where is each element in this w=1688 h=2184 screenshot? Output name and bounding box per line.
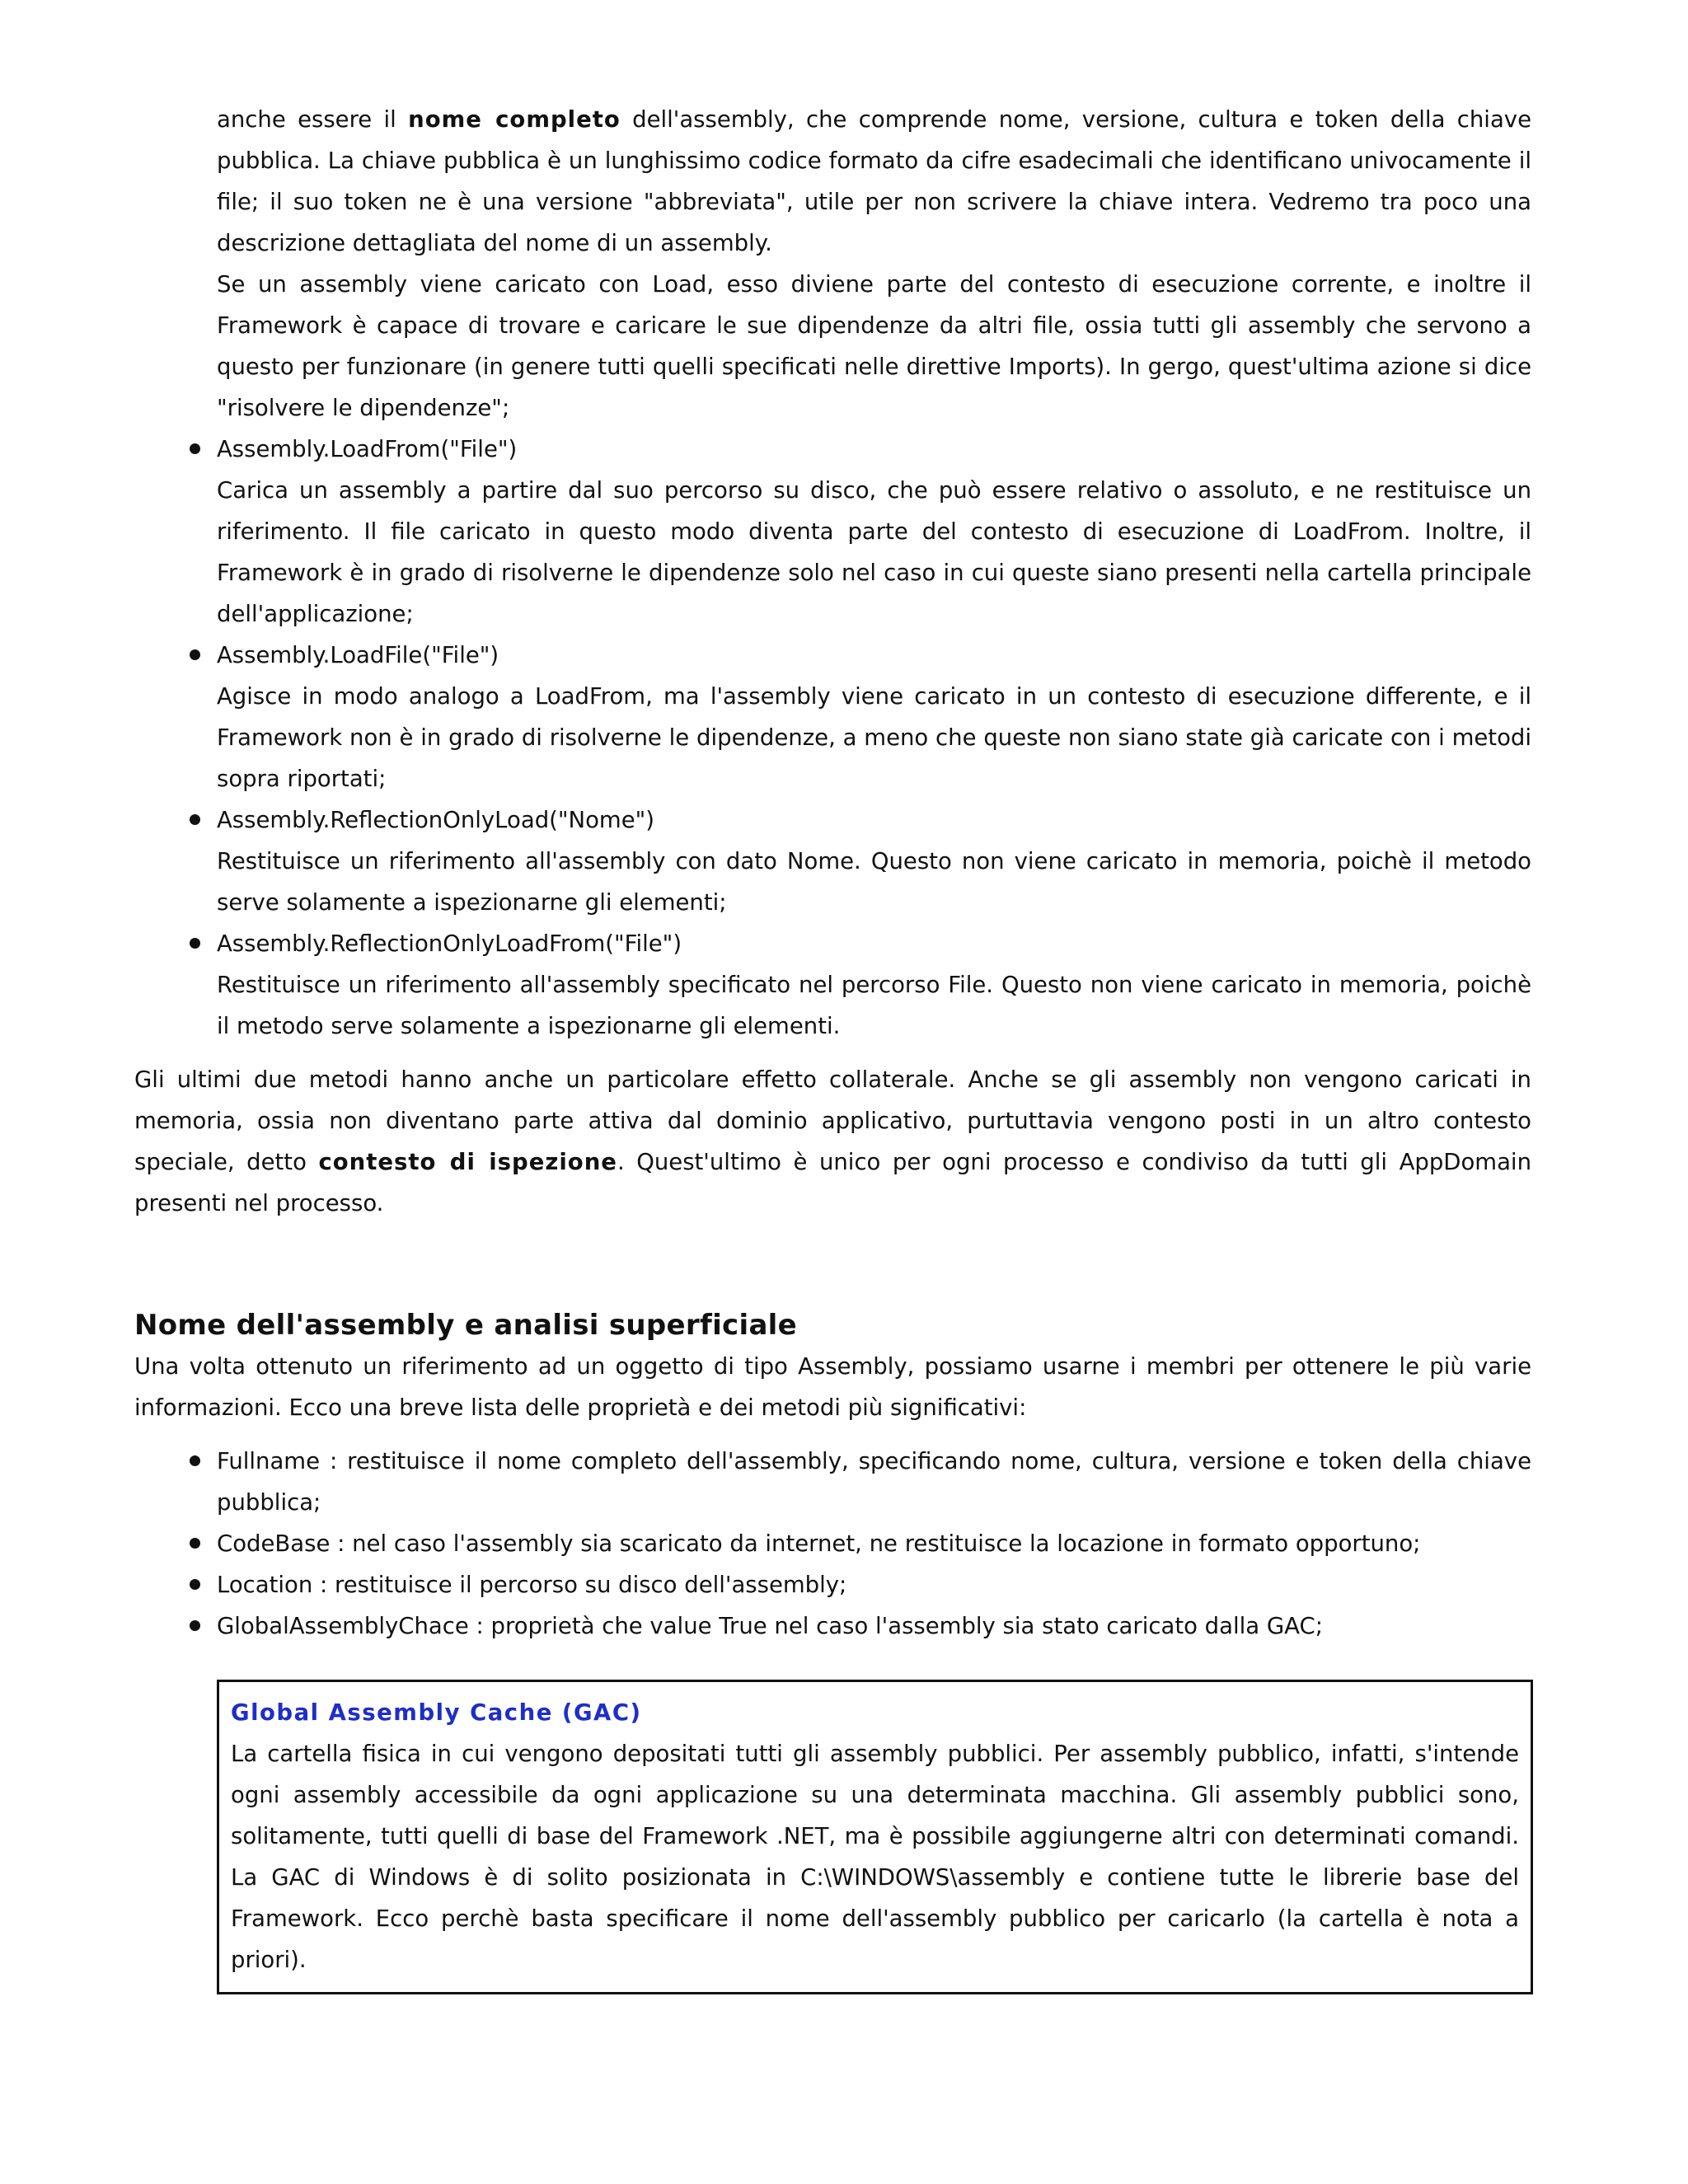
intro-text-rest: dell'assembly, che comprende nome, versione, cultura e token della chiave pubblica. La chiave pubblica è un lunghissimo codice formato da cifre esadecimali che identificano univocamente il file; il suo token ne è una versione "abbreviata", utile per non scrivere la chiave intera. Vedremo tra poco una descrizione dettagliata del nome di un assembly. — [217, 106, 1531, 256]
section-heading: Nome dell'assembly e analisi superficiale — [134, 1309, 797, 1342]
method-title-reflectiononlyload: Assembly.ReflectionOnlyLoad("Nome") — [217, 807, 655, 833]
full-name-paragraph — [217, 99, 1531, 264]
section-intro-paragraph: Una volta ottenuto un riferimento ad un oggetto di tipo Assembly, possiamo usarne i membri per ottenere le più varie informazioni. Ecco una breve lista delle proprietà e dei metodi più significativi: — [134, 1353, 1531, 1421]
inspection-text-start: Gli ultimi due metodi hanno anche un particolare effetto collaterale. Anche se gli assembly non vengono caricati in memoria, ossia non diventano parte attiva dal dominio applicativo, purtuttavia vengono posti in un altro contesto speciale, detto — [134, 1066, 1531, 1175]
list-item — [217, 799, 1531, 923]
method-desc-loadfile: Agisce in modo analogo a LoadFrom, ma l'assembly viene caricato in un contesto di esecuzione differente, e il Framework non è in grado di risolverne le dipendenze, a meno che queste non siano state già caricate con i metodi sopra riportati; — [217, 683, 1531, 792]
method-title-reflectiononlyloadfrom: Assembly.ReflectionOnlyLoadFrom("File") — [217, 930, 682, 957]
full-name-term: nome completo — [408, 106, 621, 133]
spacer — [134, 1224, 1531, 1305]
spacer — [134, 1428, 1531, 1441]
method-desc-reflectiononlyload: Restituisce un riferimento all'assembly con dato Nome. Questo non viene caricato in memoria, poichè il metodo serve solamente a ispezionarne gli elementi; — [217, 848, 1531, 916]
method-title-loadfile: Assembly.LoadFile("File") — [217, 642, 499, 668]
properties-list — [134, 1441, 1531, 1647]
method-desc-loadfrom: Carica un assembly a partire dal suo percorso su disco, che può essere relativo o assoluto, e ne restituisce un riferimento. Il file caricato in questo modo diventa parte del contesto di esecuzione di LoadFrom. Inoltre, il Framework è in grado di risolverne le dipendenze solo nel caso in cui queste siano presenti nella cartella principale dell'applicazione; — [217, 477, 1531, 627]
list-item: Location : restituisce il percorso su disco dell'assembly; — [217, 1564, 1531, 1605]
list-item: CodeBase : nel caso l'assembly sia scaricato da internet, ne restituisce la locazione in formato opportuno; — [217, 1523, 1531, 1564]
inspection-text-rest: . Quest'ultimo è unico per ogni processo e condiviso da tutti gli AppDomain presenti nel processo. — [134, 1149, 1532, 1216]
inspection-context-paragraph — [134, 1059, 1531, 1224]
list-item — [217, 923, 1531, 1047]
method-desc-reflectiononlyloadfrom: Restituisce un riferimento all'assembly specificato nel percorso File. Questo non viene caricato in memoria, poichè il metodo serve solamente a ispezionarne gli elementi. — [217, 972, 1531, 1039]
list-item — [217, 429, 1531, 635]
gac-note-text: La cartella fisica in cui vengono depositati tutti gli assembly pubblici. Per assembly pubblico, infatti, s'intende ogni assembly accessibile da ogni applicazione su una determinata macchina. Gli assembly pubblici sono, solitamente, tutti quelli di base del Framework .NET, ma è possibile aggiungerne altri con determinati comandi. La GAC di Windows è di solito posizionata in C:\WINDOWS\assembly e contiene tutte le librerie base del Framework. Ecco perchè basta specificare il nome dell'assembly pubblico per caricarlo (la cartella è nota a priori). — [231, 1741, 1519, 1973]
list-item: Fullname : restituisce il nome completo dell'assembly, specificando nome, cultura, versione e token della chiave pubblica; — [217, 1441, 1531, 1523]
gac-note-title: Global Assembly Cache (GAC) — [231, 1699, 642, 1726]
gac-note-box — [217, 1680, 1533, 1994]
load-methods-list — [134, 429, 1531, 1047]
list-item — [217, 635, 1531, 799]
load-paragraph: Se un assembly viene caricato con Load, esso diviene parte del contesto di esecuzione corrente, e inoltre il Framework è capace di trovare e caricare le sue dipendenze da altri file, ossia tutti gli assembly che servono a questo per funzionare (in genere tutti quelli specificati nelle direttive Imports). In gergo, quest'ultima azione si dice "risolvere le dipendenze"; — [217, 271, 1531, 421]
inspection-context-term: contesto di ispezione — [318, 1149, 617, 1175]
intro-block — [134, 99, 1531, 429]
document-page — [134, 99, 1531, 1994]
list-item: GlobalAssemblyChace : proprietà che value True nel caso l'assembly sia stato caricato dalla GAC; — [217, 1605, 1531, 1647]
intro-text-start: anche essere il — [217, 106, 409, 133]
spacer — [134, 1047, 1531, 1059]
method-title-loadfrom: Assembly.LoadFrom("File") — [217, 436, 518, 462]
